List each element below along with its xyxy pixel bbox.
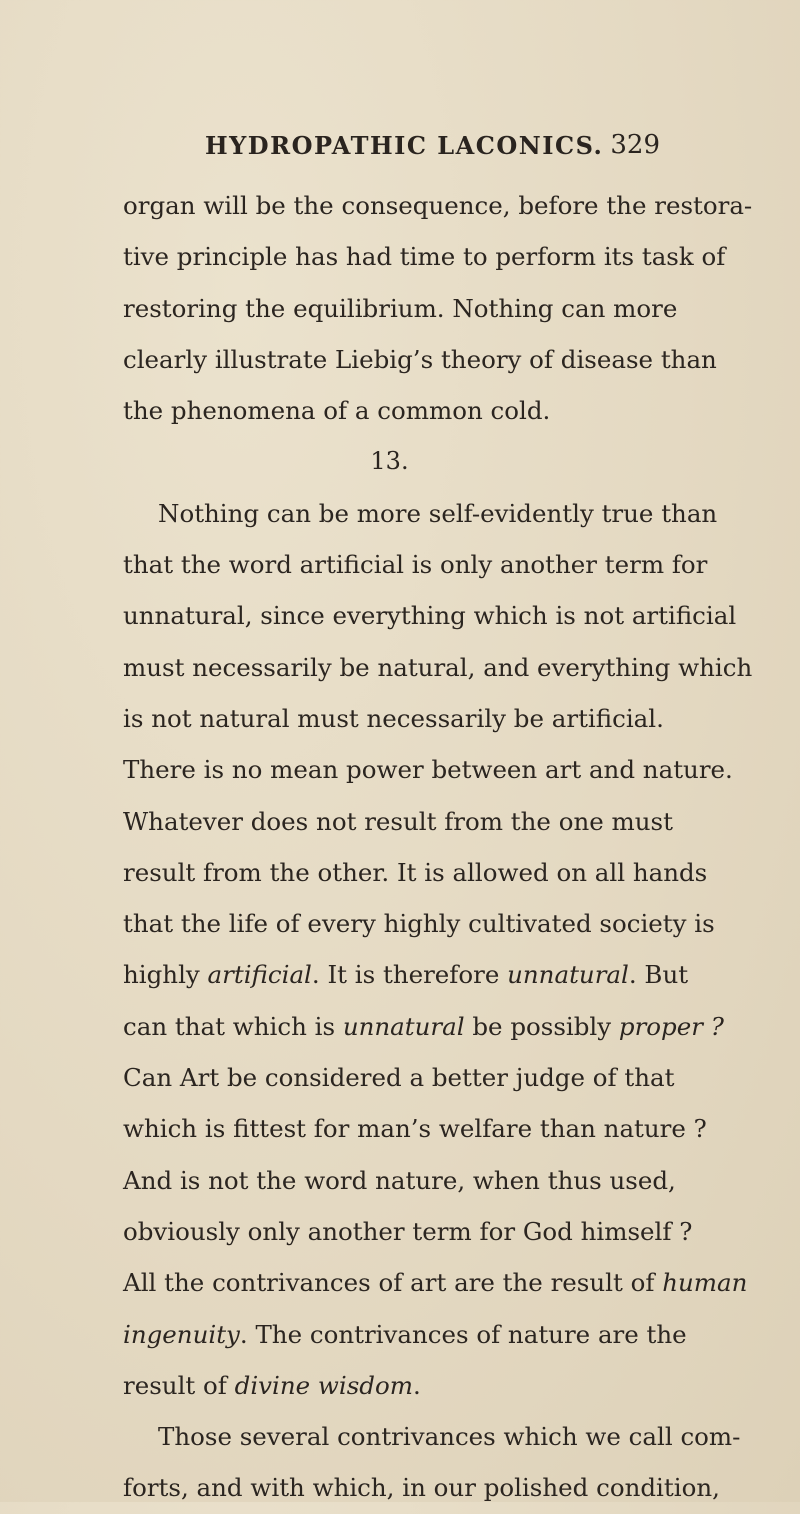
text-line: obviously only another term for God himself ? bbox=[123, 1216, 693, 1246]
text-line: that the word artificial is only another term for bbox=[123, 550, 708, 580]
page-number: 329 bbox=[610, 130, 660, 160]
text-line: ingenuity. The contrivances of nature are the bbox=[123, 1319, 687, 1349]
text-line: Nothing can be more self-evidently true than bbox=[158, 498, 718, 528]
text-line: tive principle has had time to perform its task of bbox=[123, 242, 726, 272]
text-line: clearly illustrate Liebig’s theory of disease than bbox=[123, 344, 717, 374]
text-line: is not natural must necessarily be artificial. bbox=[123, 703, 664, 733]
text-line: can that which is unnatural be possibly proper ? bbox=[123, 1011, 724, 1041]
text-line: Those several contrivances which we call com- bbox=[158, 1422, 741, 1452]
text-line: forts, and with which, in our polished condition, bbox=[123, 1473, 720, 1503]
text-line: must necessarily be natural, and everything which bbox=[123, 652, 753, 682]
text-line: highly artificial. It is therefore unnatural. But bbox=[123, 960, 689, 990]
text-line: All the contrivances of art are the result of human bbox=[123, 1268, 748, 1298]
text-line: Whatever does not result from the one must bbox=[123, 806, 673, 836]
text-line: organ will be the consequence, before the restora- bbox=[123, 191, 753, 220]
text-line: that the life of every highly cultivated society is bbox=[123, 909, 715, 939]
text-line: result of divine wisdom. bbox=[123, 1370, 421, 1400]
text-line: And is not the word nature, when thus used, bbox=[123, 1165, 676, 1195]
text-line: result from the other. It is allowed on all hands bbox=[123, 857, 708, 887]
text-line: Can Art be considered a better judge of that bbox=[123, 1063, 675, 1093]
text-line: unnatural, since everything which is not artificial bbox=[123, 601, 737, 631]
running-head bbox=[205, 128, 660, 162]
text-line: restoring the equilibrium. Nothing can more bbox=[123, 293, 678, 323]
body-text bbox=[123, 180, 753, 1514]
text-line: which is fittest for man’s welfare than nature ? bbox=[123, 1114, 707, 1144]
text-line: the phenomena of a common cold. bbox=[123, 396, 551, 426]
running-title: HYDROPATHIC LACONICS. bbox=[205, 130, 604, 160]
section-number: 13. bbox=[370, 447, 409, 476]
text-line: There is no mean power between art and nature. bbox=[123, 755, 733, 785]
